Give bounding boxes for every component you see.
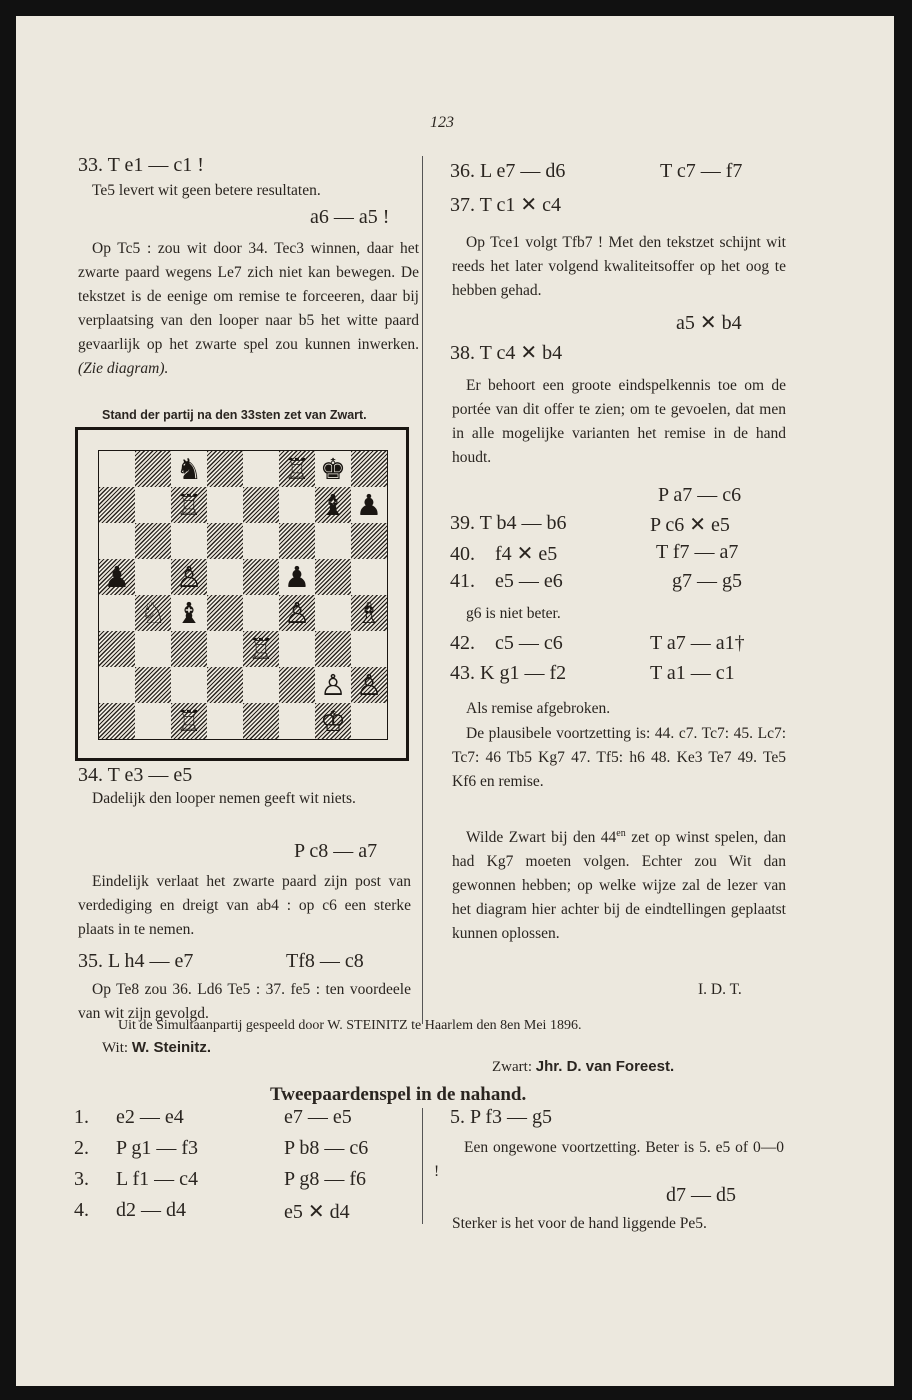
- note-33b-text: Op Tc5 : zou wit door 34. Tec3 winnen, daar het zwarte paard wegens Le7 zich niet kan bewegen. De tekstzet is de eenige om remise te forceeren, daar bij verplaatsing van den looper naar b5 het witte paard gevaarlijk op het zwarte spel zou kunnen inwerken.: [78, 240, 419, 353]
- square-c6: [171, 523, 207, 559]
- move-36-white: 36. L e7 — d6: [450, 160, 566, 182]
- black-move: P g8 — f6: [284, 1168, 367, 1190]
- signature: I. D. T.: [698, 981, 742, 998]
- move-39-white: 39. T b4 — b6: [450, 512, 567, 534]
- white-name: W. Steinitz.: [131, 1039, 211, 1056]
- move-number: 3.: [74, 1168, 89, 1190]
- white-move: e2 — e4: [116, 1106, 184, 1128]
- chess-diagram: [75, 427, 409, 761]
- piece-b4: ♘: [140, 596, 166, 630]
- piece-c8: ♞: [176, 452, 202, 486]
- note-winning-sup: en: [616, 828, 626, 839]
- game-intro: Uit de Simultaanpartij gespeeld door W. STEINITZ te Haarlem den 8en Mei 1896.: [118, 1018, 582, 1033]
- move-40-white: 40. f4 ✕ e5: [450, 543, 558, 565]
- move-43-white: 43. K g1 — f2: [450, 662, 567, 684]
- square-b3: [135, 631, 171, 667]
- move-39-black: P c6 ✕ e5: [650, 514, 730, 536]
- note-41: g6 is niet beter.: [466, 605, 561, 622]
- move-42-black: T a7 — a1†: [650, 632, 745, 654]
- square-g6: [315, 523, 351, 559]
- move-34-black: P c8 — a7: [294, 840, 378, 862]
- piece-c1: ♖: [176, 704, 202, 738]
- move-34-white: 34. T e3 — e5: [78, 764, 193, 786]
- square-g5: [315, 559, 351, 595]
- note-winning: [452, 822, 786, 946]
- black-move: e7 — e5: [284, 1106, 352, 1128]
- square-b8: [135, 451, 171, 487]
- piece-g7: ♝: [320, 488, 346, 522]
- move-5-white: 5. P f3 — g5: [450, 1106, 553, 1128]
- piece-f5: ♟: [284, 560, 310, 594]
- piece-c5: ♙: [176, 560, 202, 594]
- piece-g8: ♚: [320, 452, 346, 486]
- square-a4: [99, 595, 135, 631]
- square-f2: [279, 667, 315, 703]
- column-divider-2: [422, 1108, 423, 1224]
- square-d5: [207, 559, 243, 595]
- piece-h7: ♟: [356, 488, 382, 522]
- square-e5: [243, 559, 279, 595]
- square-a3: [99, 631, 135, 667]
- piece-c4: ♝: [176, 596, 202, 630]
- note-34b: Eindelijk verlaat het zwarte paard zijn post van verdediging en dreigt van ab4 : op c6 een sterke plaats in te nemen.: [78, 873, 411, 938]
- square-b6: [135, 523, 171, 559]
- black-label: Zwart:: [492, 1059, 532, 1075]
- square-g4: [315, 595, 351, 631]
- note-33b-italic: (Zie diagram).: [78, 360, 169, 377]
- square-e1: [243, 703, 279, 739]
- book-page: [16, 16, 894, 1386]
- move-33-black: a6 — a5 !: [310, 206, 390, 228]
- page-number: 123: [430, 114, 454, 131]
- square-d1: [207, 703, 243, 739]
- move-42-white: 42. c5 — c6: [450, 632, 563, 654]
- piece-c7: ♖: [176, 488, 202, 522]
- square-d2: [207, 667, 243, 703]
- move-number: 4.: [74, 1199, 89, 1221]
- opening-title: Tweepaardenspel in de nahand.: [270, 1084, 527, 1105]
- move-38-black: P a7 — c6: [658, 484, 742, 506]
- piece-f8: ♖: [284, 452, 310, 486]
- white-move: P g1 — f3: [116, 1137, 199, 1159]
- square-h5: [351, 559, 387, 595]
- square-f7: [279, 487, 315, 523]
- square-a8: [99, 451, 135, 487]
- piece-a5: ♟: [104, 560, 130, 594]
- square-e7: [243, 487, 279, 523]
- square-c3: [171, 631, 207, 667]
- square-b2: [135, 667, 171, 703]
- square-h3: [351, 631, 387, 667]
- square-f1: [279, 703, 315, 739]
- move-37-white: 37. T c1 ✕ c4: [450, 194, 562, 216]
- square-g3: [315, 631, 351, 667]
- note-34a: Dadelijk den looper nemen geeft wit niets.: [92, 790, 356, 807]
- square-d6: [207, 523, 243, 559]
- piece-e3: ♖: [248, 632, 274, 666]
- move-35-white: 35. L h4 — e7: [78, 950, 194, 972]
- note-plausible: De plausibele voortzetting is: 44. c7. Tc7: 45. Lc7: Tc7: 46 Tb5 Kg7 47. Tf5: h6 48. Ke3 Te7 49. Te5 Kf6 en remise.: [452, 725, 786, 790]
- piece-h4: ♗: [356, 596, 382, 630]
- square-h8: [351, 451, 387, 487]
- black-move: P b8 — c6: [284, 1137, 369, 1159]
- square-c2: [171, 667, 207, 703]
- note-winning-b: zet op winst spelen, dan had Kg7 moeten volgen. Echter zou Wit dan gewonnen hebben; op welke wijze zal de lezer van het diagram hier achter bij de eindtellingen geplaatst kunnen oplossen.: [452, 829, 786, 943]
- piece-g2: ♙: [320, 668, 346, 702]
- white-move: L f1 — c4: [116, 1168, 199, 1190]
- square-e8: [243, 451, 279, 487]
- white-move: d2 — d4: [116, 1199, 186, 1221]
- square-a6: [99, 523, 135, 559]
- note-35: Op Te8 zou 36. Ld6 Te5 : 37. fe5 : ten voordeele van wit zijn gevolgd.: [78, 981, 411, 1022]
- move-36-black: T c7 — f7: [660, 160, 743, 182]
- black-player: [492, 1058, 674, 1076]
- square-d3: [207, 631, 243, 667]
- square-e2: [243, 667, 279, 703]
- move-5-black: d7 — d5: [666, 1184, 736, 1206]
- move-number: 2.: [74, 1137, 89, 1159]
- move-37-black: a5 ✕ b4: [676, 312, 742, 334]
- note-43: Als remise afgebroken.: [466, 700, 611, 717]
- move-41-black: g7 — g5: [672, 570, 742, 592]
- move-33-white: 33. T e1 — c1 !: [78, 154, 204, 176]
- square-b7: [135, 487, 171, 523]
- black-name: Jhr. D. van Foreest.: [535, 1058, 675, 1075]
- diagram-caption: Stand der partij na den 33sten zet van Zwart.: [102, 408, 367, 422]
- piece-g1: ♔: [320, 704, 346, 738]
- piece-h2: ♙: [356, 668, 382, 702]
- black-move: e5 ✕ d4: [284, 1201, 350, 1223]
- piece-f4: ♙: [284, 596, 310, 630]
- square-f6: [279, 523, 315, 559]
- square-a7: [99, 487, 135, 523]
- square-d4: [207, 595, 243, 631]
- move-35-black: Tf8 — c8: [286, 950, 364, 972]
- square-h1: [351, 703, 387, 739]
- square-b1: [135, 703, 171, 739]
- column-divider: [422, 156, 423, 1024]
- square-f3: [279, 631, 315, 667]
- note-33a: Te5 levert wit geen betere resultaten.: [92, 182, 321, 199]
- note-33b: [78, 237, 419, 381]
- white-label: Wit:: [102, 1040, 129, 1056]
- square-h6: [351, 523, 387, 559]
- move-number: 1.: [74, 1106, 89, 1128]
- white-player: [102, 1039, 211, 1057]
- move-41-white: 41. e5 — e6: [450, 570, 563, 592]
- chess-board: [98, 450, 388, 740]
- square-d7: [207, 487, 243, 523]
- square-d8: [207, 451, 243, 487]
- square-a1: [99, 703, 135, 739]
- square-e4: [243, 595, 279, 631]
- note-5a: Een ongewone voortzetting. Beter is 5. e5 of 0—0 !: [434, 1139, 784, 1180]
- note-winning-a: Wilde Zwart bij den 44: [466, 829, 617, 847]
- square-e6: [243, 523, 279, 559]
- note-38: Er behoort een groote eindspelkennis toe om de portée van dit offer te zien; om te gevoelen, dat men in alle mogelijke varianten het remise in de hand houdt.: [452, 377, 786, 466]
- square-b5: [135, 559, 171, 595]
- move-38-white: 38. T c4 ✕ b4: [450, 342, 563, 364]
- move-43-black: T a1 — c1: [650, 662, 735, 684]
- square-a2: [99, 667, 135, 703]
- note-37: Op Tce1 volgt Tfb7 ! Met den tekstzet schijnt wit reeds het later volgend kwaliteitsoffer op het oog te hebben gehad.: [452, 234, 786, 299]
- move-40-black: T f7 — a7: [656, 541, 739, 563]
- note-5b: Sterker is het voor de hand liggende Pe5.: [452, 1215, 707, 1232]
